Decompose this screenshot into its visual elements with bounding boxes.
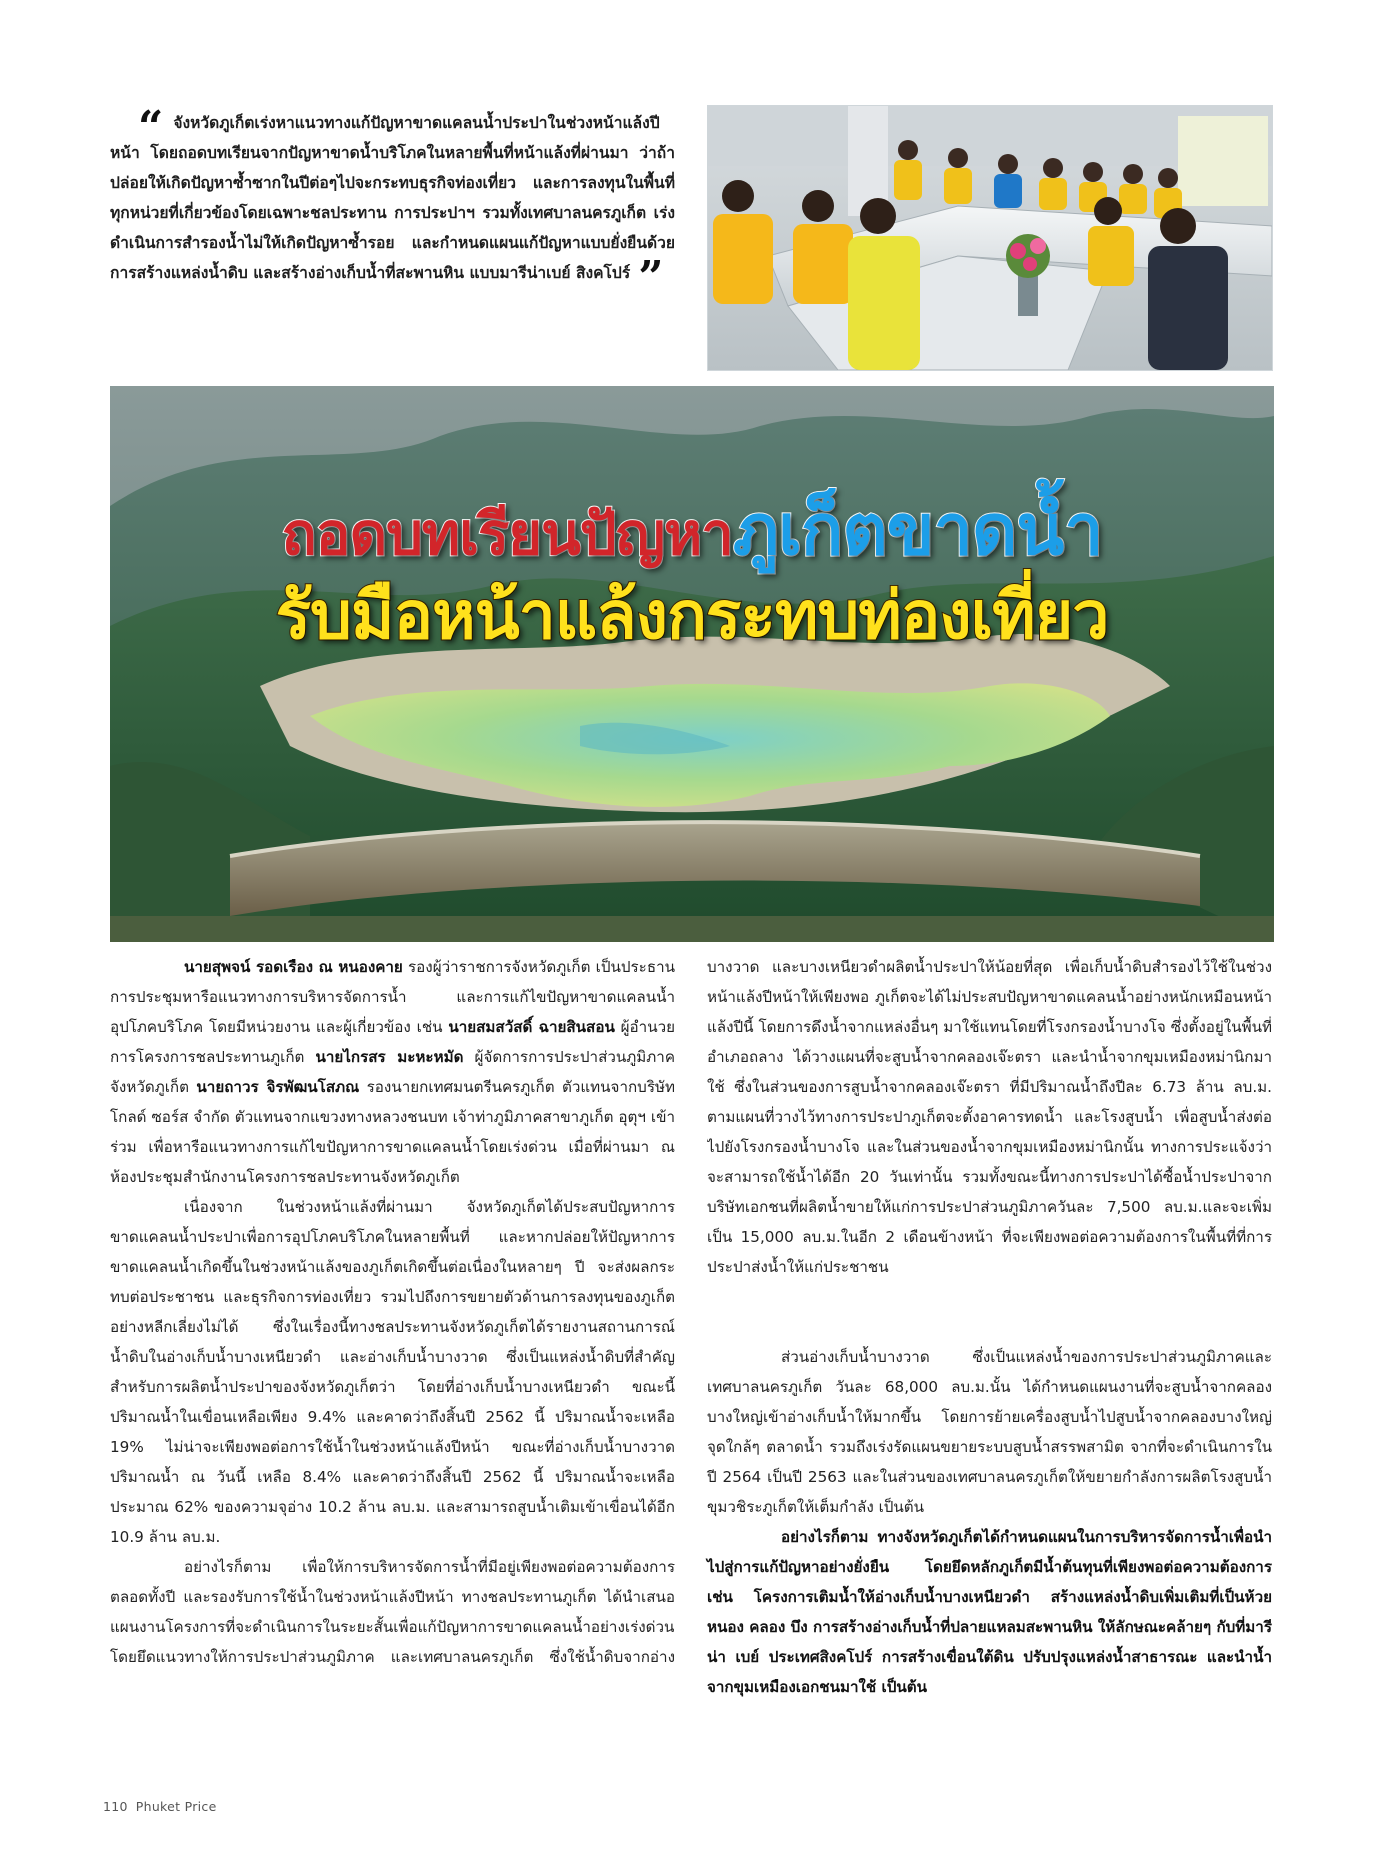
paragraph-text: ผู้จัดการการประปาส่วนภูมิภาคจังหวัดภูเก็ต (110, 1048, 675, 1096)
article-paragraph-3: อย่างไรก็ตาม เพื่อให้การบริหารจัดการน้ำที่มีอยู่เพียงพอต่อความต้องการตลอดทั้งปี และรองรับการใช้น้ำในช่วงหน้าแล้งปีหน้า ทางชลประทานภูเก็ต ได้นำเสนอแผนงานโครงการที่จะดำเนินการในระยะสั้นเพื่อแก้ปัญหาการขาดแคลนน้ำอย่างเร่งด่วน โดยยึดแนวทางให้การประปาส่วนภูมิภาค และเทศบาลนครภูเก็ต ซึ่งใช้น้ำดิบจากอ่าง (110, 1558, 675, 1666)
article-paragraph-4: ส่วนอ่างเก็บน้ำบางวาด ซึ่งเป็นแหล่งน้ำของการประปาส่วนภูมิภาคและเทศบาลนครภูเก็ต วันละ 68,000 ลบ.ม.นั้น ได้กำหนดแผนงานที่จะสูบน้ำจากคลองบางใหญ่เข้าอ่างเก็บน้ำให้มากขึ้น โดยการย้ายเครื่องสูบน้ำไปสูบน้ำจากคลองบางใหญ่จุดใกล้ๆ ตลาดน้ำ รวมถึงเร่งรัดแผนขยายระบบสูบน้ำสรรพสามิต จากที่จะดำเนินการในปี 2564 เป็นปี 2563 และในส่วนของเทศบาลนครภูเก็ตให้ขยายกำลังการผลิตโรงสูบน้ำขุมวชิระภูเก็ตให้เต็มกำลัง เป็นต้น (707, 1348, 1272, 1516)
quote-open-mark: “ (138, 102, 164, 153)
paragraph-3-continued-text: บางวาด และบางเหนียวดำผลิตน้ำประปาให้น้อยที่สุด เพื่อเก็บน้ำดิบสำรองไว้ใช้ในช่วงหน้าแล้งปีหน้าให้เพียงพอ ภูเก็ตจะได้ไม่ประสบปัญหาขาดแคลนน้ำอย่างหนักเหมือนหน้าแล้งปีนี้ โดยการดึงน้ำจากแหล่งอื่นๆ มาใช้แทนโดยที่โรงกรองน้ำบางโจ ซึ่งตั้งอยู่ในพื้นที่อำเภอถลาง ได้วางแผนที่จะสูบน้ำจากคลองเจ๊ะตรา และนำน้ำจากขุมเหมืองหม่านิกมาใช้ ซึ่งในส่วนของการสูบน้ำจากคลองเจ๊ะตรา ที่มีปริมาณน้ำถึงปีละ 6.73 ล้าน ลบ.ม. ตามแผนที่วางไว้ทางการประปาภูเก็ตจะตั้งอาคารทดน้ำ และโรงสูบน้ำ เพื่อสูบน้ำส่งต่อไปยังโรงกรองน้ำบางโจ และในส่วนของน้ำจากขุมเหมืองหม่านิกนั้น ทางการประแจ้งว่าจะสามารถใช้น้ำได้อีก 20 วันเท่านั้น รวมทั้งขณะนี้ทางการประปาได้ซื้อน้ำประปาจากบริษัทเอกชนที่ผลิตน้ำขายให้แก่การประปาส่วนภูมิภาควันละ 7,500 ลบ.ม.และจะเพิ่มเป็น 15,000 ลบ.ม.ในอีก 2 เดือนข้างหน้า ที่จะเพียงพอต่อความต้องการในพื้นที่ที่การประปาส่งน้ำให้แก่ประชาชน (707, 958, 1272, 1276)
article-paragraph-1 (110, 952, 675, 1192)
article-column-right (707, 952, 1272, 1702)
pull-quote (110, 102, 675, 303)
person-name: นายสุพจน์ รอดเรือง ณ หนองคาย (184, 958, 403, 976)
article-paragraph-5: อย่างไรก็ตาม ทางจังหวัดภูเก็ตได้กำหนดแผนในการบริหารจัดการน้ำเพื่อนำไปสู่การแก้ปัญหาอย่างยั่งยืน โดยยึดหลักภูเก็ตมีน้ำต้นทุนที่เพียงพอต่อความต้องการ เช่น โครงการเติมน้ำให้อ่างเก็บน้ำบางเหนียวดำ สร้างแหล่งน้ำดิบเพิ่มเติมที่เป็นห้วย หนอง คลอง บึง การสร้างอ่างเก็บน้ำที่ปลายแหลมสะพานหิน ให้ลักษณะคล้ายๆ กับที่มารีน่า เบย์ ประเทศสิงคโปร์ การสร้างเขื่อนใต้ดิน ปรับปรุงแหล่งน้ำสาธารณะ และนำน้ำจากขุมเหมืองเอกชนมาใช้ เป็นต้น (707, 1528, 1272, 1696)
magazine-name: Phuket Price (135, 1799, 217, 1814)
paragraph-text: ผู้อำนวยการโครงการชลประทานภูเก็ต (110, 1018, 676, 1066)
article-paragraph-3-continued (707, 952, 1272, 1342)
headline (110, 491, 1274, 659)
article-column-left (110, 952, 675, 1672)
headline-line-1 (110, 491, 1274, 573)
page-footer (103, 1799, 225, 1814)
headline-line-2: รับมือหน้าแล้งกระทบท่องเที่ยว (275, 577, 1109, 654)
pull-quote-text: จังหวัดภูเก็ตเร่งหาแนวทางแก้ปัญหาขาดแคลนน้ำประปาในช่วงหน้าแล้งปีหน้า โดยถอดบทเรียนจากปัญหาขาดน้ำบริโภคในหลายพื้นที่หน้าแล้งที่ผ่านมา ว่าถ้าปล่อยให้เกิดปัญหาซ้ำซากในปีต่อๆไปจะกระทบธุรกิจท่องเที่ยว และการลงทุนในพื้นที่ ทุกหน่วยที่เกี่ยวข้องโดยเฉพาะชลประทาน การประปาฯ รวมทั้งเทศบาลนครภูเก็ต เร่งดำเนินการสำรองน้ำไม่ให้เกิดปัญหาซ้ำรอย และกำหนดแผนแก้ปัญหาแบบยั่งยืนด้วยการสร้างแหล่งน้ำดิบ และสร้างอ่างเก็บน้ำที่สะพานหิน แบบมารีน่าเบย์ สิงคโปร์ (110, 114, 675, 282)
page-number: 110 (103, 1799, 128, 1814)
meeting-photo (708, 106, 1272, 370)
headline-red-text: ถอดบทเรียนปัญหา (281, 500, 733, 568)
meeting-photo-illustration (708, 106, 1272, 370)
reservoir-hero-image (110, 386, 1274, 942)
person-name: นายถาวร จิรพัฒนโสภณ (196, 1078, 360, 1096)
person-name: นายไกรสร มะหะหมัด (315, 1048, 464, 1066)
quote-close-mark: ” (638, 252, 664, 303)
reservoir-illustration (110, 386, 1274, 942)
person-name: นายสมสวัสดิ์ ฉายสินสอน (448, 1018, 615, 1036)
paragraph-text: รองนายกเทศมนตรีนครภูเก็ต ตัวแทนจากบริษัท โกลด์ ซอร์ส จำกัด ตัวแทนจากแขวงทางหลวงชนบท เจ้าท่าภูมิภาคสาขาภูเก็ต อุตุฯ เข้าร่วม เพื่อหารือแนวทางการแก้ไขปัญหาการขาดแคลนน้ำโดยเร่งด่วน เมื่อที่ผ่านมา ณ ห้องประชุมสำนักงานโครงการชลประทานจังหวัดภูเก็ต (110, 1078, 676, 1186)
paragraph-text: รองผู้ว่าราชการจังหวัดภูเก็ต เป็นประธานการประชุมหารือแนวทางการบริหารจัดการน้ำ และการแก้ไขปัญหาขาดแคลนน้ำอุปโภคบริโภค โดยมีหน่วยงาน และผู้เกี่ยวข้อง เช่น (110, 958, 675, 1036)
article-paragraph-2: เนื่องจาก ในช่วงหน้าแล้งที่ผ่านมา จังหวัดภูเก็ตได้ประสบปัญหาการขาดแคลนน้ำประปาเพื่อการอุปโภคบริโภคในหลายพื้นที่ และหากปล่อยให้ปัญหาการ ขาดแคลนน้ำเกิดขึ้นในช่วงหน้าแล้งของภูเก็ตเกิดขึ้นต่อเนื่องในหลายๆ ปี จะส่งผลกระทบต่อประชาชน และธุรกิจการท่องเที่ยว รวมไปถึงการขยายตัวด้านการลงทุนของภูเก็ตอย่างหลีกเลี่ยงไม่ได้ ซึ่งในเรื่องนี้ทางชลประทานจังหวัดภูเก็ตได้รายงานสถานการณ์น้ำดิบในอ่างเก็บน้ำบางเหนียวดำ และอ่างเก็บน้ำบางวาด ซึ่งเป็นแหล่งน้ำดิบที่สำคัญสำหรับการผลิตน้ำประปาของจังหวัดภูเก็ตว่า โดยที่อ่างเก็บน้ำบางเหนียวดำ ขณะนี้ปริมาณน้ำในเขื่อนเหลือเพียง 9.4% และคาดว่าถึงสิ้นปี 2562 นี้ ปริมาณน้ำจะเหลือ 19% ไม่น่าจะเพียงพอต่อการใช้น้ำในช่วงหน้าแล้งปีหน้า ขณะที่อ่างเก็บน้ำบางวาด ปริมาณน้ำ ณ วันนี้ เหลือ 8.4% และคาดว่าถึงสิ้นปี 2562 นี้ ปริมาณน้ำจะเหลือประมาณ 62% ของความจุอ่าง 10.2 ล้าน ลบ.ม. และสามารถสูบน้ำเติมเข้าเขื่อนได้อีก 10.9 ล้าน ลบ.ม. (110, 1198, 675, 1546)
headline-blue-text: ภูเก็ตขาดน้ำ (732, 489, 1103, 571)
